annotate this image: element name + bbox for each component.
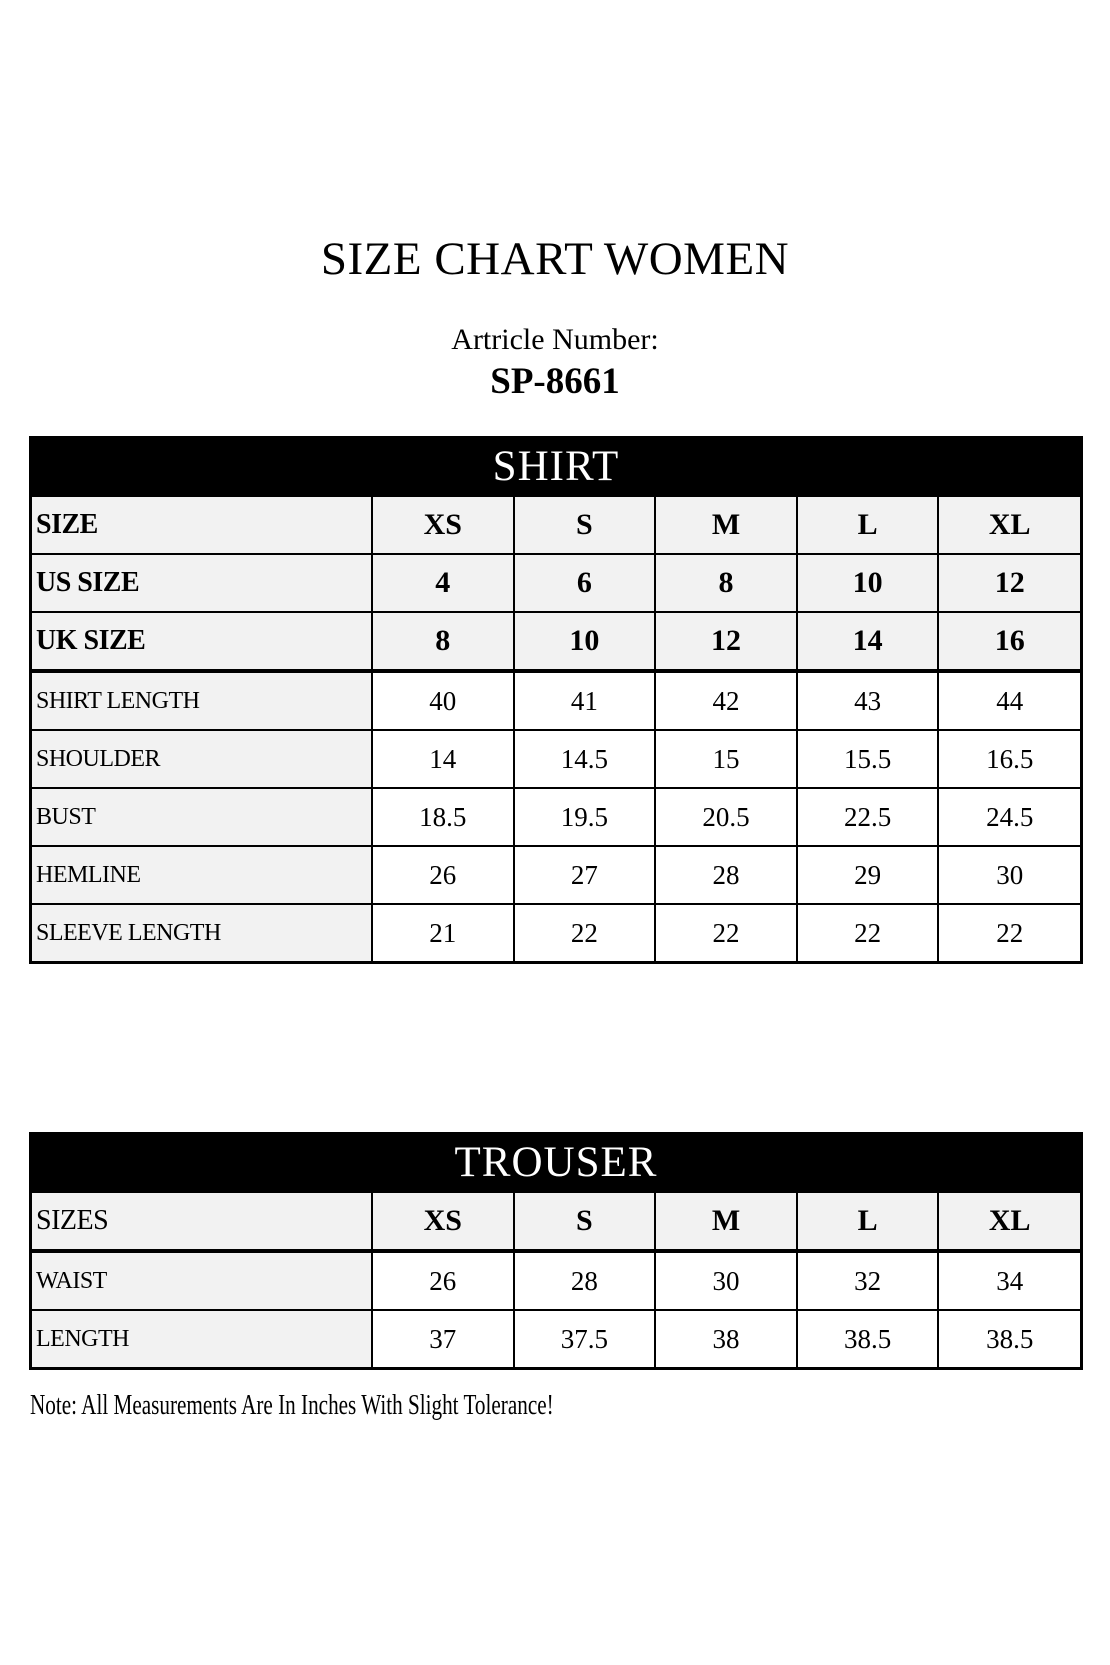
value-cell: 18.5 <box>372 788 514 846</box>
value-cell: 38 <box>655 1310 797 1367</box>
table-row <box>32 788 1080 846</box>
value-cell: 22 <box>797 904 939 961</box>
row-label-cell: US SIZE <box>32 554 372 612</box>
value-cell: 38.5 <box>938 1310 1080 1367</box>
value-cell: 30 <box>655 1251 797 1310</box>
value-cell: 32 <box>797 1251 939 1310</box>
value-cell: XS <box>372 497 514 554</box>
row-label-cell: WAIST <box>32 1251 372 1310</box>
value-cell: XS <box>372 1193 514 1251</box>
row-label-cell: UK SIZE <box>32 612 372 671</box>
value-cell: 28 <box>514 1251 656 1310</box>
value-cell: L <box>797 1193 939 1251</box>
value-cell: 43 <box>797 671 939 730</box>
value-cell: 34 <box>938 1251 1080 1310</box>
value-cell: 8 <box>372 612 514 671</box>
value-cell: 12 <box>938 554 1080 612</box>
shirt-size-table <box>29 436 1083 964</box>
value-cell: 28 <box>655 846 797 904</box>
value-cell: 4 <box>372 554 514 612</box>
value-cell: 6 <box>514 554 656 612</box>
value-cell: 12 <box>655 612 797 671</box>
value-cell: 10 <box>797 554 939 612</box>
row-label-cell: BUST <box>32 788 372 846</box>
value-cell: 37 <box>372 1310 514 1367</box>
table-row <box>32 1251 1080 1310</box>
shirt-table-header: SHIRT <box>32 436 1080 497</box>
value-cell: 40 <box>372 671 514 730</box>
shirt-measurements-grid <box>32 497 1080 961</box>
value-cell: S <box>514 1193 656 1251</box>
value-cell: 27 <box>514 846 656 904</box>
value-cell: M <box>655 1193 797 1251</box>
row-label-cell: SLEEVE LENGTH <box>32 904 372 961</box>
value-cell: 10 <box>514 612 656 671</box>
value-cell: XL <box>938 497 1080 554</box>
value-cell: 21 <box>372 904 514 961</box>
trouser-size-table <box>29 1132 1083 1370</box>
value-cell: S <box>514 497 656 554</box>
value-cell: 24.5 <box>938 788 1080 846</box>
value-cell: 16 <box>938 612 1080 671</box>
value-cell: 16.5 <box>938 730 1080 788</box>
value-cell: 20.5 <box>655 788 797 846</box>
value-cell: 42 <box>655 671 797 730</box>
value-cell: 19.5 <box>514 788 656 846</box>
table-row <box>32 1193 1080 1251</box>
article-number-label: Artricle Number: <box>451 323 659 356</box>
value-cell: 14 <box>372 730 514 788</box>
value-cell: M <box>655 497 797 554</box>
value-cell: 26 <box>372 1251 514 1310</box>
value-cell: 37.5 <box>514 1310 656 1367</box>
value-cell: 22 <box>655 904 797 961</box>
value-cell: 15.5 <box>797 730 939 788</box>
value-cell: 30 <box>938 846 1080 904</box>
value-cell: 14.5 <box>514 730 656 788</box>
table-row <box>32 1310 1080 1367</box>
value-cell: L <box>797 497 939 554</box>
trouser-table-header: TROUSER <box>32 1132 1080 1193</box>
table-row <box>32 671 1080 730</box>
value-cell: 29 <box>797 846 939 904</box>
row-label-cell: HEMLINE <box>32 846 372 904</box>
value-cell: 22.5 <box>797 788 939 846</box>
table-row <box>32 904 1080 961</box>
table-row <box>32 554 1080 612</box>
trouser-measurements-grid <box>32 1193 1080 1367</box>
row-label-cell: SHIRT LENGTH <box>32 671 372 730</box>
value-cell: 22 <box>514 904 656 961</box>
page-title: SIZE CHART WOMEN <box>320 233 790 285</box>
row-label-cell: SIZE <box>32 497 372 554</box>
row-label-cell: SHOULDER <box>32 730 372 788</box>
value-cell: 41 <box>514 671 656 730</box>
row-label-cell: LENGTH <box>32 1310 372 1367</box>
value-cell: 26 <box>372 846 514 904</box>
value-cell: 15 <box>655 730 797 788</box>
table-row <box>32 846 1080 904</box>
value-cell: XL <box>938 1193 1080 1251</box>
measurement-note: Note: All Measurements Are In Inches With Slight Tolerance! <box>30 1389 554 1421</box>
value-cell: 38.5 <box>797 1310 939 1367</box>
row-label-cell: SIZES <box>32 1193 372 1251</box>
value-cell: 44 <box>938 671 1080 730</box>
value-cell: 8 <box>655 554 797 612</box>
value-cell: 22 <box>938 904 1080 961</box>
table-row <box>32 497 1080 554</box>
table-row <box>32 730 1080 788</box>
table-row <box>32 612 1080 671</box>
value-cell: 14 <box>797 612 939 671</box>
article-number-value: SP-8661 <box>490 361 620 402</box>
